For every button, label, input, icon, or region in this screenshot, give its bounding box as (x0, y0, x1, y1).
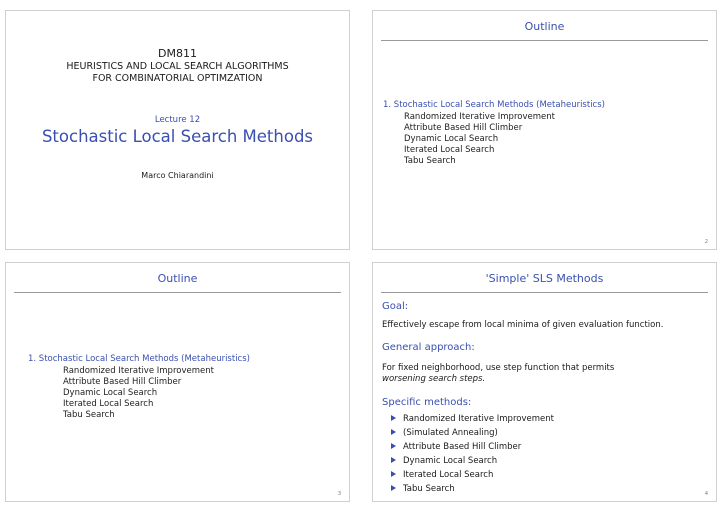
bullet-triangle-icon (391, 485, 396, 491)
toc-subsection: Attribute Based Hill Climber (404, 123, 523, 133)
page-number: 2 (704, 239, 708, 245)
toc-section: 1. Stochastic Local Search Methods (Metaheuristics) (28, 354, 250, 364)
toc-subsection: Randomized Iterative Improvement (63, 366, 214, 376)
toc-subsection: Attribute Based Hill Climber (63, 377, 182, 387)
slide-heading: Outline (157, 272, 198, 285)
page-number: 4 (704, 491, 708, 497)
goal-title: Goal: (382, 301, 409, 312)
toc-subsection: Tabu Search (404, 156, 456, 166)
slide-simple-sls-methods (372, 262, 717, 502)
methods-title: Specific methods: (382, 397, 472, 408)
course-title-line1: HEURISTICS AND LOCAL SEARCH ALGORITHMS (66, 61, 289, 72)
bullet-triangle-icon (391, 457, 396, 463)
course-code: DM811 (158, 47, 197, 60)
list-item: Attribute Based Hill Climber (391, 440, 554, 454)
lecture-label: Lecture 12 (154, 115, 201, 125)
toc-subsection: Dynamic Local Search (63, 388, 158, 398)
methods-list (391, 412, 554, 496)
approach-text-line1: For fixed neighborhood, use step function that permits (382, 363, 615, 373)
toc-subsections (404, 112, 555, 167)
author: Marco Chiarandini (141, 171, 214, 180)
heading-rule (381, 40, 708, 41)
goal-text: Effectively escape from local minima of given evaluation function. (382, 320, 664, 330)
heading-rule (381, 292, 708, 293)
slide-heading: Outline (524, 20, 565, 33)
toc-subsection: Iterated Local Search (63, 399, 154, 409)
course-title-line2: FOR COMBINATORIAL OPTIMZATION (92, 73, 263, 84)
slide-outline-2 (5, 262, 350, 502)
approach-title: General approach: (382, 342, 475, 353)
toc-subsection: Tabu Search (63, 410, 115, 420)
list-item: (Simulated Annealing) (391, 426, 554, 440)
slide-outline-1 (372, 10, 717, 250)
toc-subsection: Dynamic Local Search (404, 134, 499, 144)
list-item: Iterated Local Search (391, 468, 554, 482)
toc-section: 1. Stochastic Local Search Methods (Metaheuristics) (383, 100, 605, 110)
approach-text-line2: worsening search steps. (382, 374, 486, 384)
bullet-triangle-icon (391, 415, 396, 421)
heading-rule (14, 292, 341, 293)
toc-subsections (63, 366, 214, 421)
bullet-triangle-icon (391, 471, 396, 477)
list-item: Tabu Search (391, 482, 554, 496)
slide-heading: 'Simple' SLS Methods (485, 272, 604, 285)
bullet-triangle-icon (391, 443, 396, 449)
list-item: Randomized Iterative Improvement (391, 412, 554, 426)
page-number: 3 (337, 491, 341, 497)
list-item: Dynamic Local Search (391, 454, 554, 468)
bullet-triangle-icon (391, 429, 396, 435)
presentation-title: Stochastic Local Search Methods (41, 127, 314, 146)
slide-title (5, 10, 350, 250)
toc-subsection: Randomized Iterative Improvement (404, 112, 555, 122)
toc-subsection: Iterated Local Search (404, 145, 495, 155)
